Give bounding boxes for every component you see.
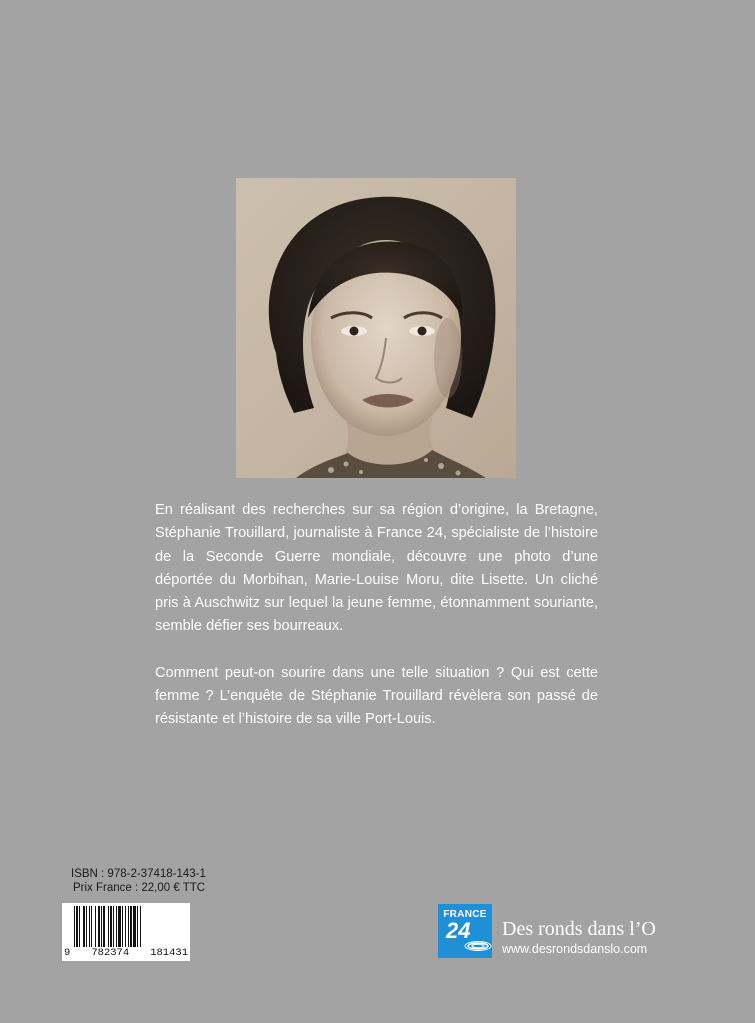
barcode-digit-first: 9	[64, 947, 71, 959]
back-cover-blurb	[155, 499, 598, 732]
price-line: Prix France : 22,00 € TTC	[73, 882, 206, 894]
barcode	[62, 903, 190, 961]
france24-logo-text: FRANCE	[443, 909, 487, 920]
isbn-info	[71, 867, 206, 895]
publisher	[502, 918, 656, 958]
france24-logo	[438, 904, 492, 958]
barcode-digits	[64, 947, 188, 960]
barcode-digits-left: 782374	[91, 947, 130, 959]
publisher-url: www.desrondsdanslo.com	[502, 942, 648, 956]
blurb-paragraph-2: Comment peut-on sourire dans une telle situation ? Qui est cette femme ? L’enquête de Stéphanie Trouillard révèlera son passé de résistante et l’histoire de sa ville Port-Louis.	[155, 664, 598, 728]
blurb-paragraph-1: En réalisant des recherches sur sa région d’origine, la Bretagne, Stéphanie Trouillard, journaliste à France 24, spécialiste de l’histoire de la Seconde Guerre mondiale, découvre une photo d’une déportée du Morbihan, Marie-Louise Moru, dite Lisette. Un cliché pris à Auschwitz sur lequel la jeune femme, étonnamment souriante, semble défier ses bourreaux.	[155, 502, 598, 635]
portrait-photo	[236, 178, 516, 478]
barcode-digits-right: 181431	[150, 947, 188, 959]
isbn-number: ISBN : 978-2-37418-143-1	[71, 868, 206, 880]
publisher-name: Des ronds dans l’O	[502, 918, 656, 940]
portrait-illustration	[236, 178, 516, 478]
france24-swirl-icon	[438, 904, 492, 958]
france24-logo-number: 24	[446, 918, 471, 943]
